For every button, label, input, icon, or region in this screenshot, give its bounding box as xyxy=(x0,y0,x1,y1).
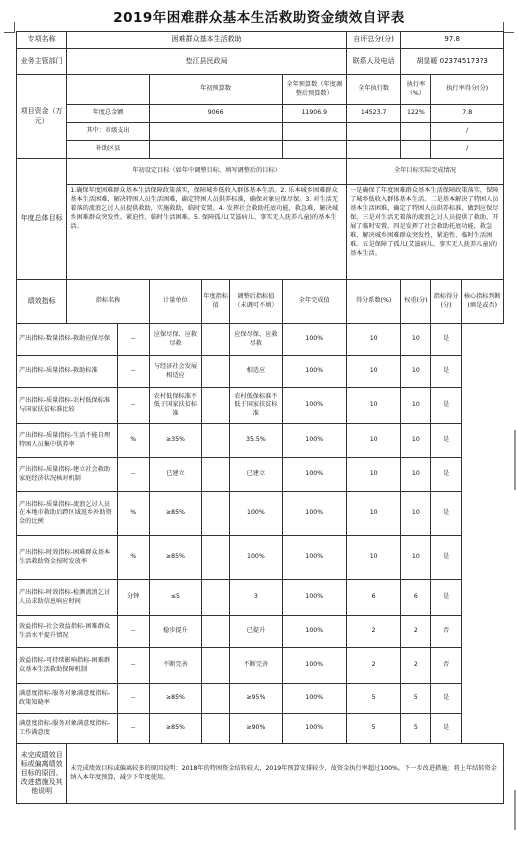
funds-total-plan: 9066 xyxy=(149,105,282,123)
contact-label: 联系人及电话 xyxy=(346,49,400,75)
indicator-target: 不断完善 xyxy=(149,648,201,684)
indicator-score: 10 xyxy=(401,388,431,424)
indicator-weight: 2 xyxy=(346,616,400,648)
indicator-actual: 已建立 xyxy=(230,458,282,492)
indicator-coef: 100% xyxy=(282,684,346,714)
indicator-row xyxy=(17,684,504,714)
indicator-row xyxy=(17,356,504,388)
indicator-target: 已建立 xyxy=(149,458,201,492)
indicator-coef: 100% xyxy=(282,580,346,616)
indicator-row xyxy=(17,714,504,744)
indicator-score: 10 xyxy=(401,356,431,388)
indicator-coef: 100% xyxy=(282,324,346,356)
indicator-coef: 100% xyxy=(282,458,346,492)
indicator-target: ≥85% xyxy=(149,684,201,714)
funds-col-plan: 年初预算数 xyxy=(149,75,282,105)
indicator-name: 效益指标-可持续影响指标-困难群众基本生活救助保障机制 xyxy=(17,648,118,684)
indicator-core: 是 xyxy=(431,324,461,356)
indicator-core: 是 xyxy=(431,424,461,458)
indicator-adjusted xyxy=(202,458,230,492)
indicator-actual: 不断完善 xyxy=(230,648,282,684)
indicator-unit: -- xyxy=(117,648,149,684)
funds-col-score: 执行率得分(分) xyxy=(431,75,504,105)
indicator-target: 农村低保标准不低于国家扶贫标准 xyxy=(149,388,201,424)
indicator-name: 产出指标-质量指标-建立社会救助家庭经济状况核对机制 xyxy=(17,458,118,492)
indicator-row xyxy=(17,424,504,458)
indicator-actual: 农村低保标准不低于国家扶贫标准 xyxy=(230,388,282,424)
indicator-actual: ≥95% xyxy=(230,684,282,714)
indicator-name: 产出指标-时效指标-检测流浪乞讨人员求助信息响应时间 xyxy=(17,580,118,616)
indicator-actual: 已提升 xyxy=(230,616,282,648)
indicator-score: 6 xyxy=(401,580,431,616)
indicator-adjusted xyxy=(202,492,230,536)
indicator-score: 10 xyxy=(401,324,431,356)
goals-actual-text: 一是确保了年度困难群众基本生活保障政策落实，保障了城乡低收入群体基本生活。二是基本解决了特困人员基本生活困难，确定了特困人员供养标准，做到应保尽保，三是对生活无着落的流浪乞讨人员提供了救助，开展了临时安置。四是发挥了社会救助托底功能，救急难，解决城乡困难群众突发性、紧迫性、临时生活困难。五是保障了孤儿(艾滋病儿、事实无人抚养儿童)的基本生活。 xyxy=(346,185,503,280)
indicator-adjusted xyxy=(202,356,230,388)
indicator-coef: 100% xyxy=(282,714,346,744)
indicator-weight: 10 xyxy=(346,424,400,458)
ind-header-score: 指标得分(分) xyxy=(431,280,461,324)
funds-city-end: / xyxy=(431,123,504,141)
indicator-weight: 10 xyxy=(346,458,400,492)
indicator-weight: 10 xyxy=(346,388,400,424)
indicator-score: 10 xyxy=(401,458,431,492)
indicator-actual: 应保尽保、应救尽救 xyxy=(230,324,282,356)
indicator-name: 产出指标-质量指标-流浪乞讨人员在本地市救助后跨区域返乡补助资金的比例 xyxy=(17,492,118,536)
indicator-actual: ≥90% xyxy=(230,714,282,744)
contact-value: 胡显暖 023745173?3 xyxy=(401,49,504,75)
indicator-unit: 分钟 xyxy=(117,580,149,616)
indicator-target: ≥85% xyxy=(149,714,201,744)
scan-edge-mark xyxy=(514,790,516,830)
goals-plan-text: 1.确保年度困难群众基本生活保障政策落实，保障城乡低收入群体基本生活。2. 乐本城乡困难群众基本生活困难，解决特困人员生活困难，确定特困人员供养标准，确保对象应保尽保。3. 对生活无着落的流浪乞讨人员提供救助，实施救助，临时安置。4. 发挥社会救助托底功能，救急难，解决城乡困难群众突发性、紧迫性、临时生活困难。5. 保障孤儿(艾滋病儿、事实无人抚养儿童)的基本生活。 xyxy=(67,185,347,280)
indicator-target: ≥85% xyxy=(149,536,201,580)
indicator-weight: 6 xyxy=(346,580,400,616)
indicator-core: 否 xyxy=(431,648,461,684)
indicator-unit: -- xyxy=(117,388,149,424)
indicator-score: 2 xyxy=(401,616,431,648)
indicator-weight: 10 xyxy=(346,356,400,388)
indicator-weight: 2 xyxy=(346,648,400,684)
project-name-label: 专项名称 xyxy=(17,32,67,49)
crop-mark-top-right xyxy=(503,22,514,33)
self-score-value: 97.8 xyxy=(401,32,504,49)
indicator-core: 是 xyxy=(431,388,461,424)
indicator-unit: -- xyxy=(117,356,149,388)
indicator-name: 产出指标-质量指标-生活不能自理特困人员集中供养率 xyxy=(17,424,118,458)
indicator-score: 5 xyxy=(401,684,431,714)
ind-header-weight: 权重(分) xyxy=(401,280,431,324)
indicator-actual: 100% xyxy=(230,536,282,580)
indicator-weight: 5 xyxy=(346,714,400,744)
indicator-weight: 10 xyxy=(346,324,400,356)
indicator-adjusted xyxy=(202,684,230,714)
indicator-weight: 10 xyxy=(346,492,400,536)
indicator-coef: 100% xyxy=(282,388,346,424)
indicator-core: 是 xyxy=(431,684,461,714)
indicator-adjusted xyxy=(202,388,230,424)
indicators-section-label: 绩效指标 xyxy=(17,280,67,324)
funds-total-full-year: 11906.9 xyxy=(282,105,346,123)
ind-header-target: 年度指标值 xyxy=(202,280,230,324)
indicator-core: 是 xyxy=(431,714,461,744)
remarks-text: 未完成绩效目标或偏离较多的原因说明：2018年的特困资金结转较大，2019年预算安排较少，故资金执行率超过100%。下一步改进措施：将上年结转资金纳入本年度预算，减少下年度使用。 xyxy=(67,744,504,804)
indicator-adjusted xyxy=(202,324,230,356)
funds-total-label: 年度总金额 xyxy=(67,105,149,123)
funds-total-exec: 14523.7 xyxy=(346,105,400,123)
indicator-actual: 100% xyxy=(230,492,282,536)
indicator-unit: -- xyxy=(117,458,149,492)
indicator-target: ≥85% xyxy=(149,492,201,536)
funds-col-exec: 全年执行数 xyxy=(346,75,400,105)
indicator-coef: 100% xyxy=(282,356,346,388)
indicator-unit: -- xyxy=(117,714,149,744)
indicator-row xyxy=(17,492,504,536)
indicator-target: ≤5 xyxy=(149,580,201,616)
indicator-row xyxy=(17,580,504,616)
funds-col-full-year: 全年预算数（年度调整后预算数） xyxy=(282,75,346,105)
indicator-coef: 100% xyxy=(282,648,346,684)
ind-header-core: 核心指标判断(填是或否) xyxy=(461,280,503,324)
indicator-target: 应保尽保、应救尽救 xyxy=(149,324,201,356)
indicator-core: 是 xyxy=(431,356,461,388)
indicator-adjusted xyxy=(202,536,230,580)
indicator-score: 5 xyxy=(401,714,431,744)
indicator-coef: 100% xyxy=(282,616,346,648)
goals-actual-header: 全年目标实际完成情况 xyxy=(346,159,503,185)
remarks-label: 未完成绩效目标或偏离绩效目标的原因、改进措施及其他说明 xyxy=(17,744,67,804)
evaluation-table xyxy=(16,31,504,804)
indicator-name: 满意度指标-服务对象满意度指标-政策知晓率 xyxy=(17,684,118,714)
indicator-actual: 相适应 xyxy=(230,356,282,388)
department-value: 垫江县民政局 xyxy=(67,49,347,75)
funds-other-end: / xyxy=(431,141,504,159)
indicator-core: 否 xyxy=(431,616,461,648)
indicator-score: 2 xyxy=(401,648,431,684)
indicator-unit: % xyxy=(117,424,149,458)
project-name-value: 困难群众基本生活救助 xyxy=(67,32,347,49)
indicator-target: 与经济社会发展相适应 xyxy=(149,356,201,388)
indicator-weight: 10 xyxy=(346,536,400,580)
indicator-core: 是 xyxy=(431,492,461,536)
ind-header-actual: 全年完成值 xyxy=(282,280,346,324)
indicator-core: 是 xyxy=(431,580,461,616)
indicator-score: 10 xyxy=(401,424,431,458)
indicator-coef: 100% xyxy=(282,424,346,458)
indicator-name: 效益指标-社会效益指标-困难群众生活水平提升情况 xyxy=(17,616,118,648)
scan-edge-mark xyxy=(514,430,516,490)
indicator-row xyxy=(17,388,504,424)
department-label: 业务主管部门 xyxy=(17,49,67,75)
indicator-core: 是 xyxy=(431,536,461,580)
indicator-core: 是 xyxy=(431,458,461,492)
indicator-unit: % xyxy=(117,536,149,580)
indicator-row xyxy=(17,648,504,684)
indicator-actual: 35.5% xyxy=(230,424,282,458)
indicator-name: 产出指标-数量指标-救助应保尽保 xyxy=(17,324,118,356)
funds-total-rate: 122% xyxy=(401,105,431,123)
indicator-name: 产出指标-时效指标-困难群众基本生活救助资金按时发放率 xyxy=(17,536,118,580)
indicator-adjusted xyxy=(202,616,230,648)
indicator-score: 10 xyxy=(401,492,431,536)
indicator-adjusted xyxy=(202,424,230,458)
indicator-unit: % xyxy=(117,492,149,536)
funds-total-score: 7.8 xyxy=(431,105,504,123)
page-title: 2019年困难群众基本生活救助资金绩效自评表 xyxy=(113,10,405,26)
indicator-name: 产出指标-质量指标-农村低保标准与国家扶贫标准比较 xyxy=(17,388,118,424)
indicator-unit: -- xyxy=(117,324,149,356)
indicator-unit: -- xyxy=(117,684,149,714)
indicator-row xyxy=(17,616,504,648)
indicator-weight: 5 xyxy=(346,684,400,714)
funds-city-label: 其中：市级支出 xyxy=(67,123,149,141)
funds-section-label: 项目资金（万元） xyxy=(17,75,67,159)
indicator-target: ≥35% xyxy=(149,424,201,458)
ind-header-coef: 得分系数(%) xyxy=(346,280,400,324)
indicator-actual: 3 xyxy=(230,580,282,616)
funds-col-rate: 执行率（%） xyxy=(401,75,431,105)
ind-header-name: 指标名称 xyxy=(67,280,149,324)
indicator-row xyxy=(17,458,504,492)
indicator-adjusted xyxy=(202,714,230,744)
goals-plan-header: 年初设定目标（如年中调整目标，填写调整后的目标） xyxy=(67,159,347,185)
indicator-name: 满意度指标-服务对象满意度指标-工作满意度 xyxy=(17,714,118,744)
funds-other-label: 补助区县 xyxy=(67,141,149,159)
indicator-unit: -- xyxy=(117,616,149,648)
ind-header-adjusted: 调整后指标值（未调可不填） xyxy=(230,280,282,324)
indicator-name: 产出指标-质量指标-救助标准 xyxy=(17,356,118,388)
indicator-row xyxy=(17,324,504,356)
indicator-coef: 100% xyxy=(282,492,346,536)
ind-header-unit: 计量单位 xyxy=(149,280,201,324)
indicator-score: 10 xyxy=(401,536,431,580)
self-score-label: 自评总分(分) xyxy=(346,32,400,49)
crop-mark-top-left xyxy=(4,22,15,33)
indicator-target: 稳步提升 xyxy=(149,616,201,648)
indicator-coef: 100% xyxy=(282,536,346,580)
indicator-adjusted xyxy=(202,648,230,684)
indicator-adjusted xyxy=(202,580,230,616)
indicator-row xyxy=(17,536,504,580)
goals-section-label: 年度总体目标 xyxy=(17,159,67,280)
